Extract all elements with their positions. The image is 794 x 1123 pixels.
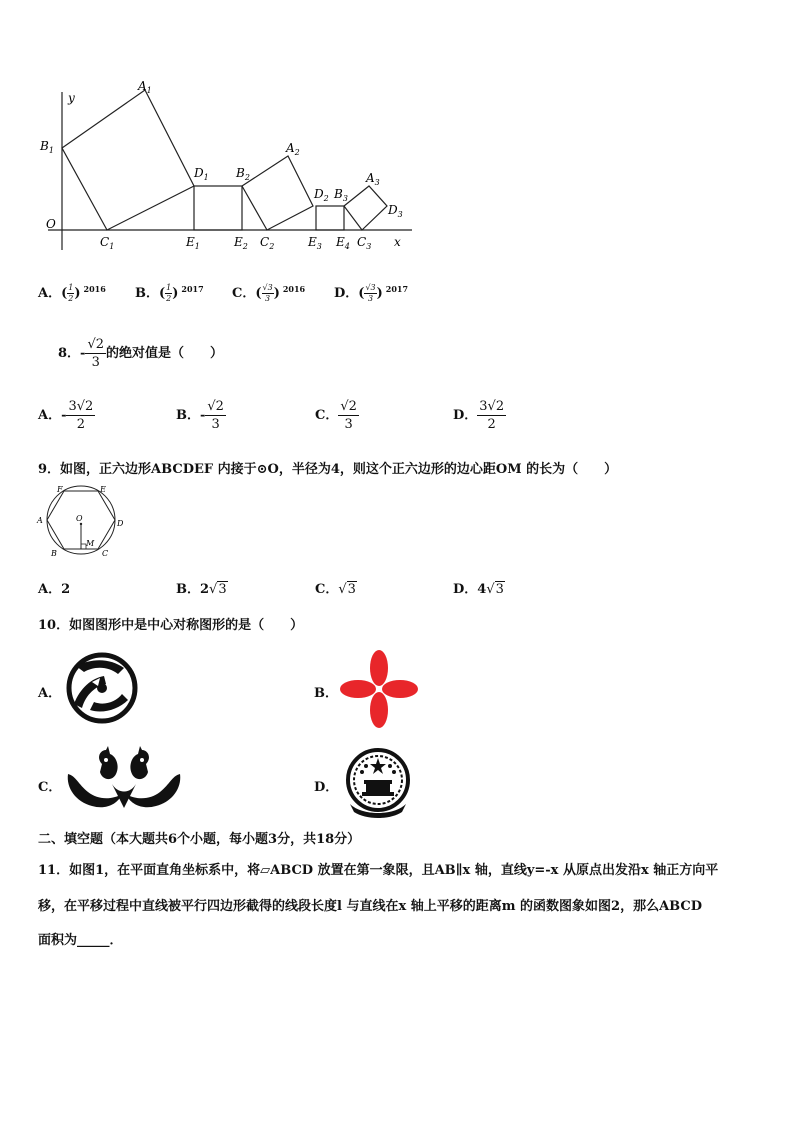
hex-label-b: B (51, 549, 57, 558)
hex-label-m: M (86, 539, 95, 548)
svg-text:B1 (39, 139, 54, 155)
label-e1-sub: 1 (194, 242, 200, 251)
svg-text:E4 (335, 235, 350, 251)
q7-a-fraction: $\frac{1}{2}$ (68, 283, 74, 303)
emblem-c-image (62, 744, 186, 818)
label-c1-sub: 1 (109, 242, 115, 251)
svg-text:A1 (137, 79, 152, 95)
label-e1: E (186, 235, 195, 249)
axis-y-label: y (68, 91, 75, 105)
q8-option-d[interactable]: D． $\frac{3√2}{2}$ (453, 399, 505, 432)
label-d2: D (314, 187, 324, 201)
label-d2-sub: 2 (323, 194, 329, 203)
svg-text:C3 (357, 235, 371, 251)
label-b3-sub: 3 (342, 194, 348, 203)
label-b2: B (236, 166, 245, 180)
q10-stem: 10．如图图形中是中心对称图形的是（ ） (38, 618, 304, 633)
q7-b-label: B．( (135, 286, 166, 301)
q7-a-label: A．( (38, 286, 68, 301)
svg-text:E2 (233, 235, 248, 251)
emblem-d-image (338, 742, 418, 822)
q9-b-sqrt: √3 (209, 582, 227, 597)
q9-option-b[interactable]: B．2√3 (176, 582, 227, 597)
label-a1-sub: 1 (146, 86, 152, 95)
q7-option-b[interactable]: B．( $\frac{1}{2}$ ) $^{2017}$ (135, 283, 204, 303)
hex-label-d: D (117, 519, 124, 528)
q7-option-c[interactable]: C．( $\frac{√3}{3}$ ) $^{2016}$ (232, 283, 306, 303)
hex-label-f: F (57, 485, 63, 494)
q10-option-a-label[interactable]: A． (38, 686, 62, 701)
q8-a-fraction: $\frac{3√2}{2}$ (68, 399, 94, 432)
square-1 (62, 90, 194, 230)
label-a3: A (366, 171, 375, 185)
svg-text:B3 (333, 187, 348, 203)
svg-text:D1 (193, 166, 209, 182)
svg-text:C2 (260, 235, 274, 251)
label-b2-sub: 2 (244, 173, 250, 182)
label-e2: E (234, 235, 243, 249)
q11-line-2: 移，在平移过程中直线被平行四边形截得的线段长度l 与直线在x 轴上平移的距离m 的函数图象如图2，那么ABCD (38, 899, 703, 914)
label-d3: D (388, 203, 398, 217)
q7-c-label: C．( (232, 286, 262, 301)
label-e4-sub: 4 (344, 242, 350, 251)
label-e3-sub: 3 (316, 242, 322, 251)
label-b3: B (334, 187, 343, 201)
emblem-b-image (338, 648, 420, 730)
label-b1: B (40, 139, 49, 153)
label-a3-sub: 3 (374, 178, 380, 187)
label-a2: A (286, 141, 295, 155)
q10-option-d-label[interactable]: D． (314, 780, 339, 795)
q9-c-sqrt: √3 (338, 582, 356, 597)
hex-label-c: C (102, 549, 109, 558)
q7-option-a[interactable]: A．( $\frac{1}{2}$ ) $^{2016}$ (38, 283, 106, 303)
label-c3-sub: 3 (366, 242, 372, 251)
q8-option-a[interactable]: A．- $\frac{3√2}{2}$ (38, 399, 94, 432)
label-c2-sub: 2 (269, 242, 275, 251)
q9-d-sqrt: √3 (486, 582, 504, 597)
q9-option-c[interactable]: C．√3 (315, 582, 356, 597)
q7-d-fraction: $\frac{√3}{3}$ (365, 283, 376, 303)
label-c3: C (357, 235, 367, 249)
q7-a-exponent: 2016 (83, 283, 106, 294)
svg-text:C1 (100, 235, 114, 251)
label-d1: D (194, 166, 204, 180)
section-fill-in-title: 二、填空题（本大题共6个小题，每小题3分，共18分） (38, 832, 361, 847)
hexagon-figure (34, 484, 134, 560)
axis-x-label: x (394, 235, 401, 249)
q7-d-label: D．( (334, 286, 365, 301)
origin-label: O (46, 217, 56, 231)
label-d3-sub: 3 (397, 210, 403, 219)
svg-text:A2 (285, 141, 300, 157)
label-d1-sub: 1 (203, 173, 209, 182)
label-e4: E (336, 235, 345, 249)
emblem-a-image (62, 648, 142, 726)
rect-d1-b2 (194, 186, 242, 230)
squares-figure (30, 78, 420, 256)
q7-c-exponent: 2016 (282, 283, 306, 294)
label-b1-sub: 1 (48, 146, 54, 155)
q9-option-d[interactable]: D．4√3 (453, 582, 504, 597)
q8-d-fraction: $\frac{3√2}{2}$ (479, 399, 505, 432)
svg-text:D2 (313, 187, 329, 203)
q9-option-a[interactable]: A．2 (38, 582, 71, 597)
q7-option-d[interactable]: D．( $\frac{√3}{3}$ ) $^{2017}$ (334, 283, 409, 303)
q10-option-b-label[interactable]: B． (314, 686, 338, 701)
square-3 (344, 186, 387, 230)
q11-line-3: 面积为_____． (38, 933, 123, 948)
label-e2-sub: 2 (242, 242, 248, 251)
q10-option-c-label[interactable]: C． (38, 780, 62, 795)
q8-stem: 8．- $\frac{√2}{3}$ 的绝对值是（ ） (58, 337, 224, 370)
q8-option-c[interactable]: C． $\frac{√2}{3}$ (315, 399, 357, 432)
q8-stem-fraction: $\frac{√2}{3}$ (87, 337, 105, 370)
svg-text:D3 (387, 203, 403, 219)
label-c2: C (260, 235, 270, 249)
label-e3: E (308, 235, 317, 249)
svg-text:E3 (307, 235, 322, 251)
q7-b-exponent: 2017 (181, 283, 204, 294)
q11-line-1: 11．如图1，在平面直角坐标系中，将▱ABCD 放置在第一象限，且AB∥x 轴，直线y=-x 从原点出发沿x 轴正方向平 (38, 863, 719, 878)
svg-text:E1 (185, 235, 200, 251)
q8-b-fraction: $\frac{√2}{3}$ (207, 399, 224, 432)
q9-stem: 9．如图，正六边形ABCDEF 内接于⊙O，半径为4，则这个正六边形的边心距OM 的长为（ ） (38, 462, 618, 477)
q7-c-fraction: $\frac{√3}{3}$ (262, 283, 273, 303)
hex-label-a: A (37, 516, 43, 525)
svg-text:B2 (235, 166, 250, 182)
q7-b-fraction: $\frac{1}{2}$ (166, 283, 172, 303)
q7-d-exponent: 2017 (385, 283, 409, 294)
rect-d2-b3 (316, 206, 344, 230)
q8-c-fraction: $\frac{√2}{3}$ (340, 399, 357, 432)
label-c1: C (100, 235, 110, 249)
svg-text:A3 (365, 171, 380, 187)
label-a2-sub: 2 (294, 148, 300, 157)
square-2 (242, 156, 313, 230)
hex-label-o: O (76, 514, 83, 523)
q8-option-b[interactable]: B．- $\frac{√2}{3}$ (176, 399, 224, 432)
hex-label-e: E (100, 485, 106, 494)
label-a1: A (138, 79, 147, 93)
